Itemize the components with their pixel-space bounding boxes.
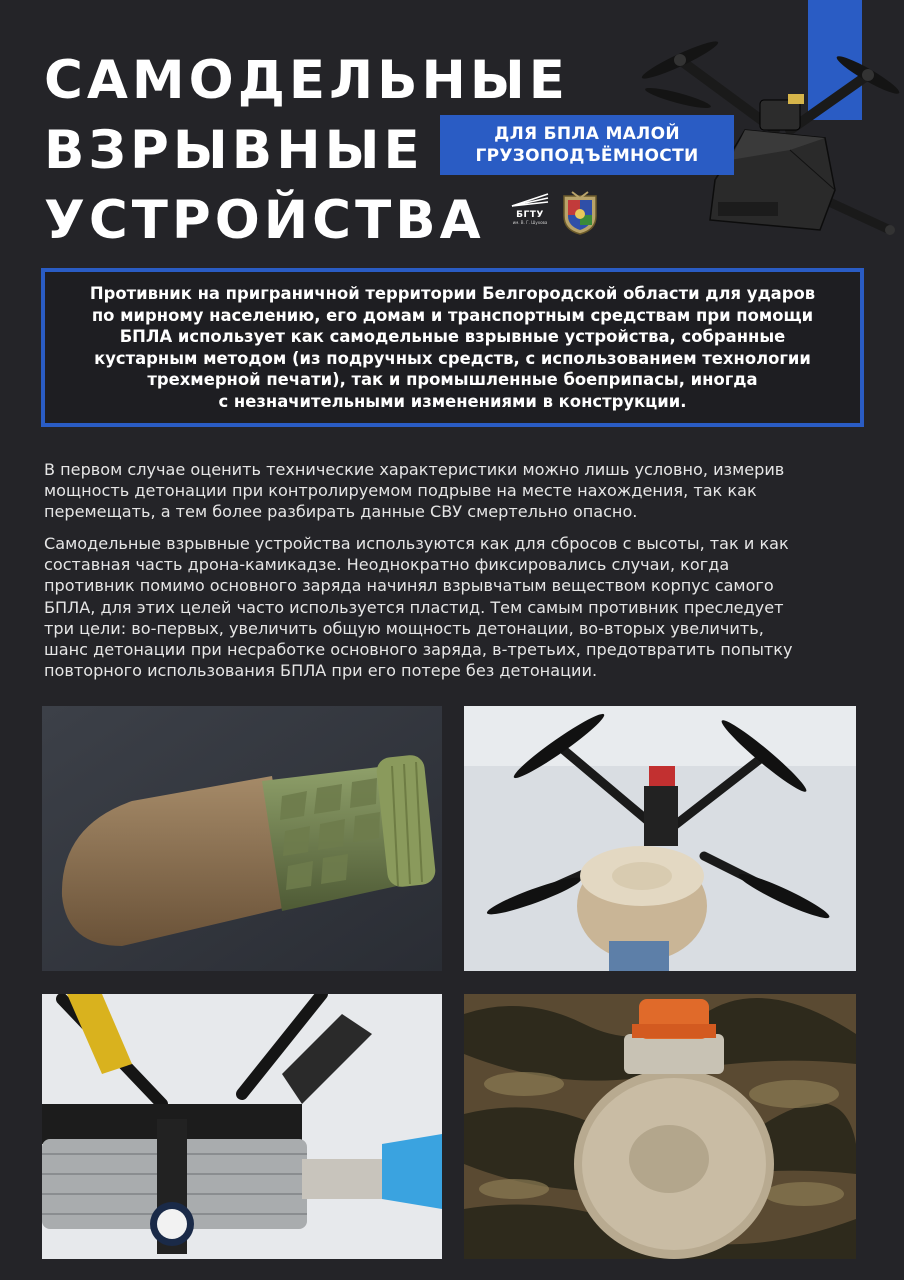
- body-paragraph-1: В первом случае оценить технические характеристики можно лишь условно, измерив мощность детонации при контролируемом подрыве на месте нахождения, так как перемещать, а тем более разбирать данные СВУ смертельно опасно.: [44, 460, 785, 522]
- bgtu-logo-icon: [507, 192, 553, 236]
- photo-cylindrical-charge: [42, 994, 442, 1259]
- title-line-3: УСТРОЙСТВА: [44, 190, 485, 251]
- photo-drone-round-charge: [464, 706, 856, 971]
- logo-text: БГТУ: [516, 210, 544, 220]
- subtitle-line-1: ДЛЯ БПЛА МАЛОЙ: [494, 124, 680, 144]
- body-paragraph-2: Самодельные взрывные устройства используются как для сбросов с высоты, так и как составная часть дрона-камикадзе. Неоднократно фиксировались случаи, когда противник помимо основного заряда начинял взрывчатым веществом корпус самого БПЛА, для этих целей часто используется пластид. Тем самым противник преследует три цели: во-первых, увеличить общую мощность детонации, во-вторых увеличить, шанс детонации при несработке основного заряда, в-третьих, предотвратить попытку повторного использования БПЛА при его потере без детонации.: [44, 534, 793, 681]
- subtitle-line-2: ГРУЗОПОДЪЁМНОСТИ: [475, 146, 699, 166]
- logo-subtext: им. В. Г. Шухова: [512, 220, 548, 225]
- title-line-1: САМОДЕЛЬНЫЕ: [44, 50, 570, 111]
- title-line-2: ВЗРЫВНЫЕ: [44, 120, 424, 181]
- subtitle-badge: [440, 115, 734, 175]
- photo-round-charge-camo: [464, 994, 856, 1259]
- emblem-shield-icon: [560, 190, 600, 236]
- photo-grenade-device: [42, 706, 442, 971]
- intro-callout: [41, 268, 864, 427]
- intro-text: Противник на приграничной территории Белгородской области для ударов по мирному населению, его домам и транспортным средствам при помощи БПЛА использует как самодельные взрывные устройства, собранные кустарным методом (из подручных средств, с использованием технологии трехмерной печати), так и промышленные боеприпасы, иногда с незначительными изменениями в конструкции.: [89, 284, 816, 411]
